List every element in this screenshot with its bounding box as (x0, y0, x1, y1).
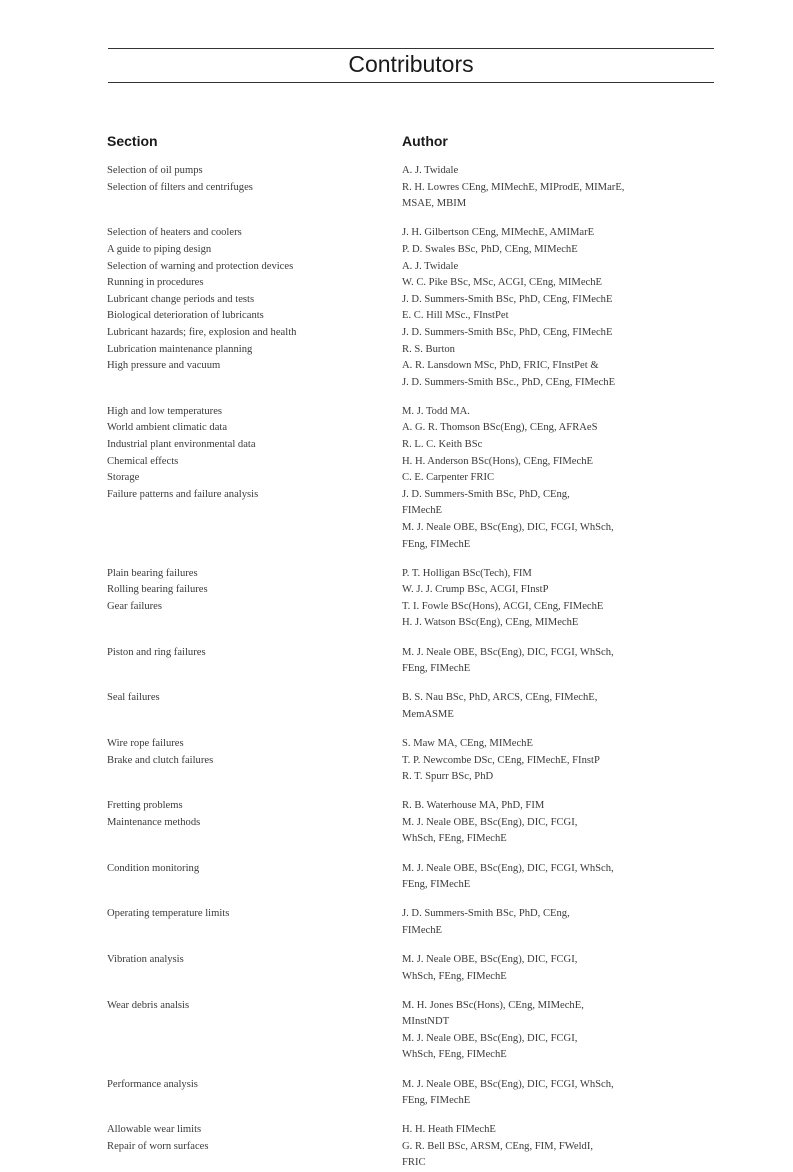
author-line: P. T. Holligan BSc(Tech), FIM (402, 567, 532, 579)
author-line: J. H. Gilbertson CEng, MIMechE, AMIMarE (402, 227, 595, 239)
author-credit (402, 815, 637, 848)
section-title: Biological deterioration of lubricants (107, 310, 264, 322)
author-credit (402, 292, 637, 309)
section-column-heading: Section (107, 133, 158, 149)
author-line: A. G. R. Thomson BSc(Eng), CEng, AFRAeS (402, 422, 598, 434)
author-line: E. C. Hill MSc., FInstPet (402, 310, 509, 322)
author-line: WhSch, FEng, FIMechE (402, 833, 507, 845)
author-line: WhSch, FEng, FIMechE (402, 1049, 507, 1061)
author-credit (402, 736, 637, 753)
section-title: High and low temperatures (107, 405, 223, 417)
author-line: WhSch, FEng, FIMechE (402, 970, 507, 982)
author-line: M. J. Neale OBE, BSc(Eng), DIC, FCGI, WhSch, (402, 646, 614, 658)
author-line: FEng, FIMechE (402, 663, 471, 675)
author-line: FEng, FIMechE (402, 1095, 471, 1107)
author-credit (402, 308, 637, 325)
author-credit (402, 454, 637, 471)
author-credit (402, 275, 637, 292)
author-credit (402, 470, 637, 487)
section-title: Condition monitoring (107, 862, 200, 874)
author-line: J. D. Summers-Smith BSc, PhD, CEng, (402, 908, 570, 920)
author-line: M. J. Neale OBE, BSc(Eng), DIC, FCGI, (402, 1032, 578, 1044)
author-line: FIMechE (402, 505, 443, 517)
section-title: Selection of filters and centrifuges (107, 181, 253, 193)
author-line: A. R. Lansdown MSc, PhD, FRIC, FInstPet & (402, 360, 599, 372)
section-title: High pressure and vacuum (107, 360, 221, 372)
author-line: W. J. J. Crump BSc, ACGI, FInstP (402, 584, 549, 596)
author-line: J. D. Summers-Smith BSc, PhD, CEng, FIMechE (402, 293, 613, 305)
author-credit (402, 404, 637, 421)
author-credit (402, 225, 637, 242)
author-credit (402, 753, 637, 786)
author-line: FIMechE (402, 924, 443, 936)
section-title: Allowable wear limits (107, 1124, 202, 1136)
author-credit (402, 180, 637, 213)
author-credit (402, 420, 637, 437)
author-line: P. D. Swales BSc, PhD, CEng, MIMechE (402, 243, 578, 255)
author-line: G. R. Bell BSc, ARSM, CEng, FIM, FWeldI, (402, 1140, 594, 1152)
section-title: Industrial plant environmental data (107, 439, 256, 450)
author-credit (402, 906, 637, 939)
section-title: Lubricant hazards; fire, explosion and health (107, 326, 297, 338)
page-title: Contributors (348, 51, 474, 77)
author-credit (402, 861, 637, 894)
author-line: R. H. Lowres CEng, MIMechE, MIProdE, MIMarE, (402, 181, 625, 193)
author-line: T. P. Newcombe DSc, CEng, FIMechE, FInstP (402, 754, 600, 766)
author-line: H. H. Heath FIMechE (402, 1124, 496, 1136)
author-line: M. J. Neale OBE, BSc(Eng), DIC, FCGI, WhSch, (402, 1078, 614, 1090)
author-credit (402, 487, 637, 553)
author-line: S. Maw MA, CEng, MIMechE (402, 738, 533, 749)
section-title: Selection of oil pumps (107, 165, 203, 176)
author-line: R. L. C. Keith BSc (402, 439, 483, 450)
author-credit (402, 798, 637, 815)
section-title: Wire rope failures (107, 738, 184, 749)
author-line: W. C. Pike BSc, MSc, ACGI, CEng, MIMechE (402, 277, 603, 289)
author-line: R. T. Spurr BSc, PhD (402, 771, 494, 783)
author-credit (402, 645, 637, 678)
section-title: Selection of heaters and coolers (107, 227, 242, 239)
section-title: Lubrication maintenance planning (107, 343, 253, 355)
title-rule-top (108, 48, 714, 49)
section-title: Selection of warning and protection devices (107, 260, 294, 272)
author-credit (402, 242, 637, 259)
author-line: M. H. Jones BSc(Hons), CEng, MIMechE, (402, 999, 584, 1011)
author-line: R. B. Waterhouse MA, PhD, FIM (402, 800, 545, 812)
author-credit (402, 163, 637, 180)
author-line: MSAE, MBIM (402, 198, 467, 210)
author-credit (402, 1077, 637, 1110)
author-credit (402, 582, 637, 599)
author-credit (402, 690, 637, 723)
section-title: Storage (107, 472, 140, 484)
author-credit (402, 566, 637, 583)
author-line: MInstNDT (402, 1016, 450, 1028)
section-title: Chemical effects (107, 455, 179, 467)
author-line: M. J. Neale OBE, BSc(Eng), DIC, FCGI, (402, 954, 578, 965)
author-line: M. J. Neale OBE, BSc(Eng), DIC, FCGI, WhSch, (402, 862, 614, 874)
author-credit (402, 998, 637, 1064)
author-credit (402, 358, 637, 391)
author-line: FRIC (402, 1157, 426, 1169)
section-title: Piston and ring failures (107, 646, 206, 658)
author-credit (402, 437, 637, 454)
section-title: Repair of worn surfaces (107, 1140, 209, 1152)
author-line: MemASME (402, 708, 454, 720)
author-credit (402, 259, 637, 276)
author-line: J. D. Summers-Smith BSc., PhD, CEng, FIMechE (402, 376, 616, 388)
section-title: Operating temperature limits (107, 908, 230, 920)
author-credit (402, 1122, 637, 1139)
author-credit (402, 342, 637, 359)
title-rule-bottom (108, 82, 714, 83)
section-title: Plain bearing failures (107, 567, 198, 579)
author-line: B. S. Nau BSc, PhD, ARCS, CEng, FIMechE, (402, 692, 598, 704)
section-title: Gear failures (107, 600, 162, 612)
section-title: Lubricant change periods and tests (107, 293, 255, 305)
author-line: H. J. Watson BSc(Eng), CEng, MIMechE (402, 617, 579, 629)
author-line: A. J. Twidale (402, 165, 459, 176)
author-line: T. I. Fowle BSc(Hons), ACGI, CEng, FIMechE (402, 600, 604, 612)
author-line: M. J. Todd MA. (402, 405, 470, 417)
section-title: Rolling bearing failures (107, 584, 208, 596)
section-title: Fretting problems (107, 800, 183, 812)
section-title: A guide to piping design (107, 243, 212, 255)
section-title: Failure patterns and failure analysis (107, 488, 259, 500)
author-credit (402, 599, 637, 632)
author-credit (402, 325, 637, 342)
author-line: FEng, FIMechE (402, 879, 471, 891)
author-line: FEng, FIMechE (402, 538, 471, 550)
author-line: J. D. Summers-Smith BSc, PhD, CEng, (402, 488, 570, 500)
author-credit (402, 1139, 637, 1172)
author-line: M. J. Neale OBE, BSc(Eng), DIC, FCGI, (402, 816, 578, 828)
author-line: C. E. Carpenter FRIC (402, 472, 495, 484)
section-title: Maintenance methods (107, 816, 201, 828)
section-title: Performance analysis (107, 1078, 198, 1090)
author-credit (402, 952, 637, 985)
author-line: M. J. Neale OBE, BSc(Eng), DIC, FCGI, WhSch, (402, 521, 614, 533)
author-line: A. J. Twidale (402, 260, 459, 272)
section-title: Running in procedures (107, 277, 204, 289)
section-title: Brake and clutch failures (107, 754, 214, 766)
section-title: World ambient climatic data (107, 422, 228, 434)
section-title: Vibration analysis (107, 954, 184, 965)
author-line: J. D. Summers-Smith BSc, PhD, CEng, FIMechE (402, 326, 613, 338)
author-line: H. H. Anderson BSc(Hons), CEng, FIMechE (402, 455, 593, 467)
section-title: Seal failures (107, 692, 160, 704)
author-line: R. S. Burton (402, 343, 455, 355)
author-column-heading: Author (402, 133, 448, 149)
section-title: Wear debris analsis (107, 999, 190, 1011)
